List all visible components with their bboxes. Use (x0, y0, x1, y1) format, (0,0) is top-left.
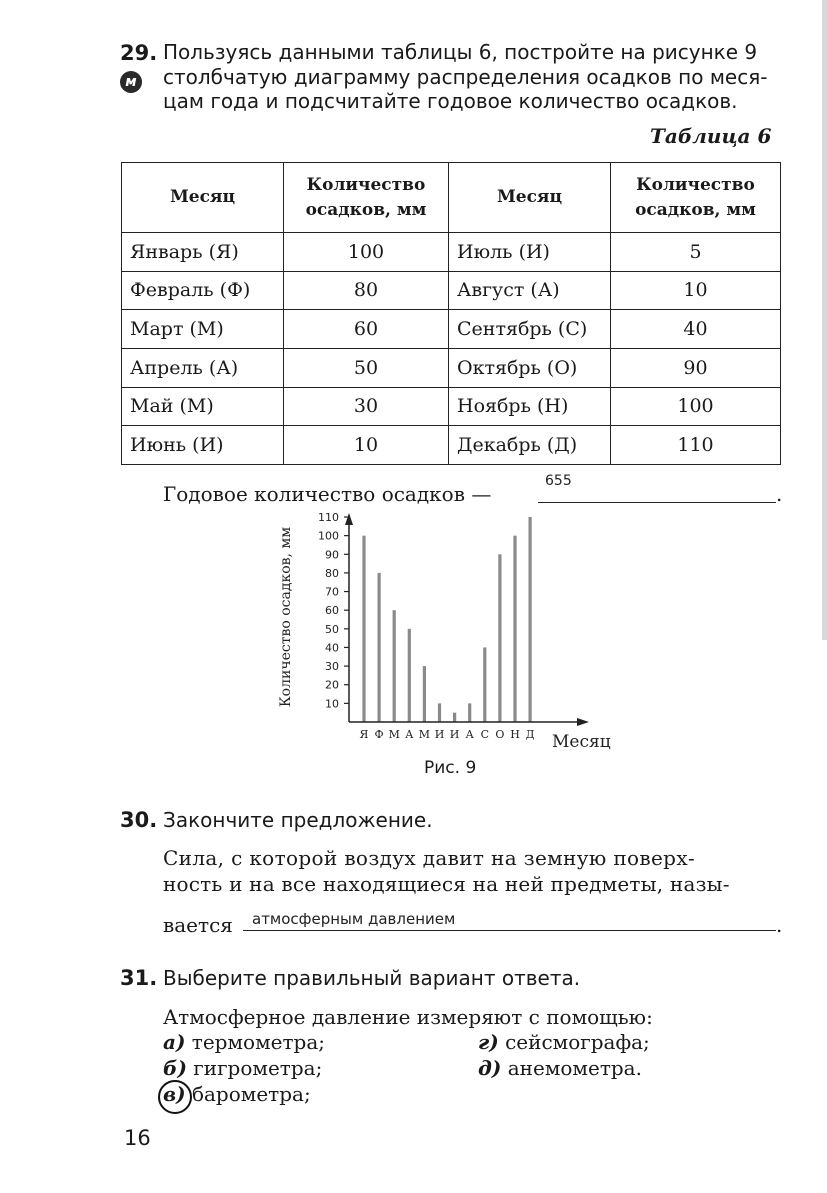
x-tick-label: М (418, 728, 431, 741)
table-cell: Июнь (И) (122, 426, 284, 465)
table-cell: 50 (284, 348, 449, 387)
table-cell: 60 (284, 310, 449, 349)
y-tick-label: 30 (325, 660, 339, 674)
y-tick-label: 10 (325, 697, 339, 711)
y-tick-label: 110 (318, 511, 339, 524)
bar-4 (408, 629, 411, 722)
y-tick-label: 40 (325, 641, 339, 655)
annual-total-answer-line[interactable] (538, 502, 776, 503)
x-tick-label: Ф (374, 728, 384, 741)
option-text: сейсмографа; (505, 1030, 650, 1054)
x-tick-label: А (405, 728, 414, 741)
table-row (122, 387, 781, 426)
selected-answer-circle-icon (158, 1080, 192, 1114)
bar-2 (378, 573, 381, 722)
option-text: барометра; (191, 1082, 311, 1106)
task-30-answer-line[interactable] (243, 930, 776, 931)
task-29-text-line-2: столбчатую диаграмму распределения осадков по меся- (163, 65, 768, 89)
table-cell: Июль (И) (449, 233, 611, 272)
y-tick-label: 60 (325, 604, 339, 618)
task-31-prompt: Выберите правильный вариант ответа. (163, 966, 581, 990)
task-30-prompt: Закончите предложение. (163, 808, 433, 832)
bar-11 (513, 536, 516, 722)
bar-9 (483, 647, 486, 722)
table-header-cell: Месяц (449, 163, 611, 233)
task-30-answer: атмосферным давлением (252, 910, 456, 928)
task-30-text-line-2: ность и на все находящиеся на ней предметы, назы- (163, 872, 730, 896)
y-tick-label: 20 (325, 678, 339, 692)
x-tick-label: А (465, 728, 474, 741)
table-cell: Октябрь (О) (449, 348, 611, 387)
table-cell: Май (М) (122, 387, 284, 426)
annual-total-answer: 655 (545, 473, 572, 489)
task-30-text-line-1: Сила, с которой воздух давит на земную поверх- (163, 846, 696, 870)
table-header-cell: Количество осадков, мм (284, 163, 449, 233)
y-tick-label: 50 (325, 622, 339, 636)
option-letter: д) (478, 1056, 502, 1080)
table-cell: 30 (284, 387, 449, 426)
period: . (776, 482, 783, 506)
x-tick-label: С (480, 728, 490, 741)
option-text: гигрометра; (193, 1056, 323, 1080)
table-header-row (122, 163, 781, 233)
table-cell: 110 (611, 426, 781, 465)
table-cell: Апрель (А) (122, 348, 284, 387)
table-cell: Ноябрь (Н) (449, 387, 611, 426)
table-cell: Январь (Я) (122, 233, 284, 272)
x-tick-label: И (449, 728, 460, 741)
table-row (122, 310, 781, 349)
table-cell: Август (А) (449, 271, 611, 310)
table-row (122, 426, 781, 465)
x-tick-label: Н (510, 728, 520, 741)
x-tick-label: О (495, 728, 505, 741)
table-row (122, 271, 781, 310)
bar-6 (438, 703, 441, 722)
x-tick-label: М (388, 728, 400, 741)
table-cell: 80 (284, 271, 449, 310)
task-29-number: 29. (120, 41, 158, 65)
annual-total-label: Годовое количество осадков — (163, 482, 492, 506)
y-axis-arrow-icon (345, 513, 353, 525)
y-axis-title: Количество осадков, мм (278, 526, 294, 708)
task-31-number: 31. (120, 966, 158, 990)
task-29-text-line-3: цам года и подсчитайте годовое количество осадков. (163, 89, 738, 113)
table-caption: Таблица 6 (650, 124, 772, 148)
figure-caption: Рис. 9 (424, 758, 477, 778)
table-cell: 90 (611, 348, 781, 387)
x-tick-label: Д (525, 728, 535, 741)
option-letter: б) (163, 1056, 187, 1080)
page-number: 16 (124, 1126, 151, 1150)
x-tick-label: И (434, 728, 445, 741)
bar-7 (453, 713, 456, 722)
scan-edge-shadow (822, 0, 827, 640)
precipitation-table (121, 162, 781, 465)
x-axis-title: Месяц (552, 732, 611, 752)
table-cell: 100 (611, 387, 781, 426)
bar-12 (529, 517, 532, 722)
table-cell: 40 (611, 310, 781, 349)
option-letter: в) (163, 1082, 186, 1106)
precipitation-bar-chart (255, 505, 635, 765)
option-text: анемометра. (507, 1056, 642, 1080)
x-tick-label: Я (359, 728, 369, 741)
task-30-number: 30. (120, 808, 158, 832)
option-letter: а) (163, 1030, 186, 1054)
y-tick-label: 100 (318, 529, 339, 543)
y-tick-label: 80 (325, 566, 339, 580)
table-cell: Сентябрь (С) (449, 310, 611, 349)
table-row (122, 233, 781, 272)
table-cell: 10 (611, 271, 781, 310)
table-cell: Март (М) (122, 310, 284, 349)
option-b[interactable] (163, 1056, 322, 1080)
method-badge-icon: м (120, 71, 142, 93)
bar-5 (423, 666, 426, 722)
bar-10 (498, 554, 501, 722)
period: . (776, 913, 783, 937)
table-cell: 100 (284, 233, 449, 272)
y-tick-label: 90 (325, 548, 339, 562)
table-row (122, 348, 781, 387)
bar-8 (468, 703, 471, 722)
table-header-cell: Месяц (122, 163, 284, 233)
option-g[interactable] (478, 1030, 650, 1054)
option-letter: г) (478, 1030, 499, 1054)
y-tick-label: 70 (325, 585, 339, 599)
option-a[interactable] (163, 1030, 325, 1054)
task-29-text-line-1: Пользуясь данными таблицы 6, постройте на рисунке 9 (163, 40, 758, 64)
table-cell: 10 (284, 426, 449, 465)
x-axis-arrow-icon (577, 718, 589, 726)
bar-3 (393, 610, 396, 722)
bar-1 (362, 536, 365, 722)
task-31-question: Атмосферное давление измеряют с помощью: (163, 1005, 653, 1029)
table-cell: Декабрь (Д) (449, 426, 611, 465)
table-header-cell: Количество осадков, мм (611, 163, 781, 233)
task-30-text-line-3: вается (163, 913, 233, 937)
table-cell: Февраль (Ф) (122, 271, 284, 310)
option-d[interactable] (478, 1056, 642, 1080)
option-text: термометра; (191, 1030, 326, 1054)
table-cell: 5 (611, 233, 781, 272)
